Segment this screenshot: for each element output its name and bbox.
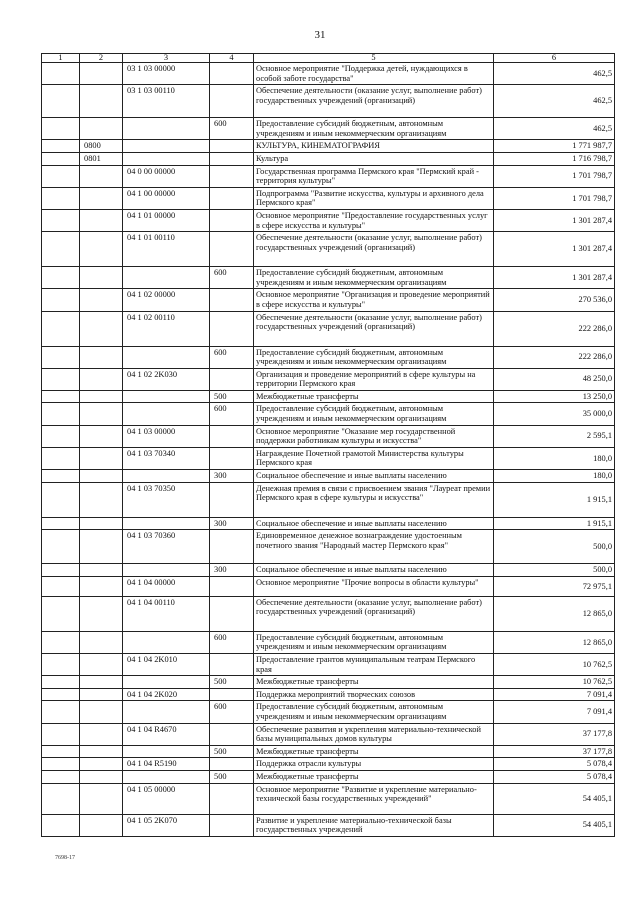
amount: 1 915,1 [494, 482, 615, 517]
section-code [42, 209, 80, 231]
section-code [42, 654, 80, 676]
subsection-code [80, 654, 123, 676]
column-number: 1 [42, 54, 80, 63]
target-article-code: 04 1 02 00000 [123, 289, 210, 311]
amount: 72 975,1 [494, 576, 615, 596]
expense-type-code [210, 576, 254, 596]
target-article-code [123, 631, 210, 653]
target-article-code [123, 564, 210, 577]
amount: 10 762,5 [494, 654, 615, 676]
section-code [42, 311, 80, 346]
target-article-code: 03 1 03 00110 [123, 85, 210, 118]
subsection-code [80, 482, 123, 517]
amount: 54 405,1 [494, 783, 615, 814]
table-row [42, 390, 615, 403]
subsection-code [80, 63, 123, 85]
target-article-code: 04 1 00 00000 [123, 187, 210, 209]
target-article-code: 04 1 04 R5190 [123, 758, 210, 771]
subsection-code [80, 576, 123, 596]
amount: 500,0 [494, 530, 615, 564]
table-row [42, 530, 615, 564]
item-description: Межбюджетные трансферты [254, 390, 494, 403]
column-number: 2 [80, 54, 123, 63]
expense-type-code [210, 783, 254, 814]
expense-type-code [210, 187, 254, 209]
item-description: Предоставление субсидий бюджетным, автономным учреждениям и иным некоммерческим организациям [254, 267, 494, 289]
table-row [42, 267, 615, 289]
column-number-row [42, 54, 615, 63]
target-article-code [123, 267, 210, 289]
column-number: 4 [210, 54, 254, 63]
section-code [42, 758, 80, 771]
subsection-code [80, 346, 123, 368]
subsection-code [80, 209, 123, 231]
expense-type-code: 500 [210, 770, 254, 783]
table-row [42, 783, 615, 814]
item-description: Предоставление грантов муниципальным театрам Пермского края [254, 654, 494, 676]
target-article-code: 04 1 04 00110 [123, 596, 210, 631]
table-row [42, 564, 615, 577]
table-row [42, 140, 615, 153]
section-code [42, 267, 80, 289]
item-description: Поддержка отрасли культуры [254, 758, 494, 771]
item-description: Основное мероприятие "Оказание мер государственной поддержки работникам культуры и искусства" [254, 425, 494, 447]
amount: 7 091,4 [494, 701, 615, 723]
expense-type-code [210, 209, 254, 231]
target-article-code [123, 770, 210, 783]
table-row [42, 165, 615, 187]
table-row [42, 576, 615, 596]
column-number: 3 [123, 54, 210, 63]
table-row [42, 701, 615, 723]
item-description: Социальное обеспечение и иные выплаты населению [254, 564, 494, 577]
subsection-code [80, 447, 123, 469]
table-row [42, 814, 615, 836]
amount: 462,5 [494, 63, 615, 85]
item-description: Подпрограмма "Развитие искусства, культуры и архивного дела Пермского края" [254, 187, 494, 209]
section-code [42, 814, 80, 836]
expense-type-code: 600 [210, 403, 254, 425]
amount: 10 762,5 [494, 676, 615, 689]
budget-table [41, 53, 615, 837]
section-code [42, 390, 80, 403]
table-row [42, 745, 615, 758]
item-description: Предоставление субсидий бюджетным, автономным учреждениям и иным некоммерческим организациям [254, 631, 494, 653]
section-code [42, 745, 80, 758]
amount: 1 716 798,7 [494, 152, 615, 165]
section-code [42, 85, 80, 118]
expense-type-code [210, 654, 254, 676]
expense-type-code [210, 688, 254, 701]
table-row [42, 723, 615, 745]
target-article-code [123, 346, 210, 368]
amount: 1 701 798,7 [494, 165, 615, 187]
target-article-code: 04 1 03 70350 [123, 482, 210, 517]
subsection-code [80, 564, 123, 577]
table-row [42, 631, 615, 653]
table-row [42, 596, 615, 631]
section-code [42, 530, 80, 564]
expense-type-code [210, 232, 254, 267]
target-article-code: 04 1 02 2K030 [123, 368, 210, 390]
target-article-code: 04 1 01 00110 [123, 232, 210, 267]
target-article-code [123, 517, 210, 530]
expense-type-code [210, 758, 254, 771]
target-article-code: 04 1 03 00000 [123, 425, 210, 447]
subsection-code [80, 187, 123, 209]
table-row [42, 368, 615, 390]
expense-type-code [210, 63, 254, 85]
expense-type-code [210, 814, 254, 836]
item-description: Обеспечение деятельности (оказание услуг, выполнение работ) государственных учреждений (организаций) [254, 311, 494, 346]
item-description: Денежная премия в связи с присвоением звания "Лауреат премии Пермского края в сфере культуры и искусства" [254, 482, 494, 517]
subsection-code [80, 267, 123, 289]
table-row [42, 447, 615, 469]
table-row [42, 232, 615, 267]
expense-type-code: 500 [210, 745, 254, 758]
target-article-code: 04 0 00 00000 [123, 165, 210, 187]
expense-type-code [210, 165, 254, 187]
subsection-code: 0800 [80, 140, 123, 153]
section-code [42, 631, 80, 653]
expense-type-code [210, 447, 254, 469]
amount: 1 771 987,7 [494, 140, 615, 153]
item-description: Предоставление субсидий бюджетным, автономным учреждениям и иным некоммерческим организациям [254, 701, 494, 723]
expense-type-code: 500 [210, 676, 254, 689]
amount: 222 286,0 [494, 346, 615, 368]
amount: 180,0 [494, 447, 615, 469]
table-row [42, 654, 615, 676]
item-description: Межбюджетные трансферты [254, 676, 494, 689]
section-code [42, 425, 80, 447]
item-description: Предоставление субсидий бюджетным, автономным учреждениям и иным некоммерческим организациям [254, 346, 494, 368]
item-description: Социальное обеспечение и иные выплаты населению [254, 470, 494, 483]
table-row [42, 85, 615, 118]
section-code [42, 289, 80, 311]
subsection-code [80, 631, 123, 653]
target-article-code [123, 152, 210, 165]
section-code [42, 63, 80, 85]
amount: 12 865,0 [494, 631, 615, 653]
subsection-code [80, 289, 123, 311]
column-number: 5 [254, 54, 494, 63]
amount: 5 078,4 [494, 758, 615, 771]
table-row [42, 187, 615, 209]
target-article-code [123, 118, 210, 140]
item-description: Основное мероприятие "Поддержка детей, нуждающихся в особой заботе государства" [254, 63, 494, 85]
expense-type-code: 300 [210, 470, 254, 483]
amount: 2 595,1 [494, 425, 615, 447]
table-row [42, 482, 615, 517]
table-row [42, 118, 615, 140]
item-description: Поддержка мероприятий творческих союзов [254, 688, 494, 701]
section-code [42, 576, 80, 596]
item-description: Культура [254, 152, 494, 165]
target-article-code [123, 403, 210, 425]
amount: 35 000,0 [494, 403, 615, 425]
expense-type-code [210, 85, 254, 118]
section-code [42, 688, 80, 701]
amount: 1 301 287,4 [494, 232, 615, 267]
target-article-code: 04 1 03 70360 [123, 530, 210, 564]
subsection-code [80, 368, 123, 390]
amount: 5 078,4 [494, 770, 615, 783]
subsection-code [80, 770, 123, 783]
amount: 1 301 287,4 [494, 209, 615, 231]
amount: 7 091,4 [494, 688, 615, 701]
item-description: Основное мероприятие "Развитие и укрепление материально-технической базы государственных учреждений" [254, 783, 494, 814]
section-code [42, 232, 80, 267]
amount: 37 177,8 [494, 745, 615, 758]
amount: 1 301 287,4 [494, 267, 615, 289]
item-description: Социальное обеспечение и иные выплаты населению [254, 517, 494, 530]
section-code [42, 770, 80, 783]
subsection-code [80, 723, 123, 745]
table-row [42, 770, 615, 783]
target-article-code: 04 1 04 00000 [123, 576, 210, 596]
amount: 54 405,1 [494, 814, 615, 836]
section-code [42, 701, 80, 723]
subsection-code [80, 470, 123, 483]
subsection-code [80, 85, 123, 118]
target-article-code [123, 676, 210, 689]
item-description: Основное мероприятие "Организация и проведение мероприятий в сфере искусства и культуры" [254, 289, 494, 311]
expense-type-code [210, 530, 254, 564]
expense-type-code [210, 140, 254, 153]
section-code [42, 564, 80, 577]
target-article-code: 04 1 01 00000 [123, 209, 210, 231]
subsection-code [80, 688, 123, 701]
table-row [42, 517, 615, 530]
section-code [42, 596, 80, 631]
table-row [42, 346, 615, 368]
subsection-code [80, 676, 123, 689]
item-description: Обеспечение деятельности (оказание услуг, выполнение работ) государственных учреждений (организаций) [254, 85, 494, 118]
subsection-code [80, 232, 123, 267]
item-description: Обеспечение деятельности (оказание услуг, выполнение работ) государственных учреждений (организаций) [254, 232, 494, 267]
amount: 13 250,0 [494, 390, 615, 403]
item-description: Межбюджетные трансферты [254, 745, 494, 758]
amount: 1 701 798,7 [494, 187, 615, 209]
target-article-code [123, 745, 210, 758]
footer-code: 7698-17 [55, 855, 75, 861]
expense-type-code: 600 [210, 346, 254, 368]
section-code [42, 403, 80, 425]
target-article-code [123, 140, 210, 153]
amount: 1 915,1 [494, 517, 615, 530]
table-row [42, 688, 615, 701]
expense-type-code: 600 [210, 631, 254, 653]
amount: 37 177,8 [494, 723, 615, 745]
amount: 462,5 [494, 85, 615, 118]
expense-type-code [210, 596, 254, 631]
amount: 500,0 [494, 564, 615, 577]
subsection-code [80, 118, 123, 140]
section-code [42, 118, 80, 140]
section-code [42, 676, 80, 689]
expense-type-code: 600 [210, 118, 254, 140]
table-row [42, 758, 615, 771]
expense-type-code [210, 368, 254, 390]
expense-type-code [210, 723, 254, 745]
subsection-code [80, 311, 123, 346]
item-description: Межбюджетные трансферты [254, 770, 494, 783]
target-article-code: 04 1 04 2K020 [123, 688, 210, 701]
target-article-code [123, 390, 210, 403]
target-article-code: 04 1 04 R4670 [123, 723, 210, 745]
table-row [42, 403, 615, 425]
subsection-code [80, 701, 123, 723]
expense-type-code: 300 [210, 564, 254, 577]
column-number: 6 [494, 54, 615, 63]
table-body [42, 63, 615, 837]
table-row [42, 152, 615, 165]
subsection-code [80, 783, 123, 814]
item-description: КУЛЬТУРА, КИНЕМАТОГРАФИЯ [254, 140, 494, 153]
section-code [42, 346, 80, 368]
table-row [42, 209, 615, 231]
subsection-code [80, 814, 123, 836]
section-code [42, 165, 80, 187]
expense-type-code [210, 152, 254, 165]
section-code [42, 152, 80, 165]
section-code [42, 470, 80, 483]
expense-type-code: 600 [210, 267, 254, 289]
target-article-code: 04 1 04 2K010 [123, 654, 210, 676]
section-code [42, 723, 80, 745]
item-description: Обеспечение деятельности (оказание услуг, выполнение работ) государственных учреждений (организаций) [254, 596, 494, 631]
table-row [42, 676, 615, 689]
expense-type-code [210, 311, 254, 346]
expense-type-code [210, 289, 254, 311]
subsection-code [80, 165, 123, 187]
subsection-code [80, 596, 123, 631]
subsection-code [80, 517, 123, 530]
item-description: Организация и проведение мероприятий в сфере культуры на территории Пермского края [254, 368, 494, 390]
section-code [42, 783, 80, 814]
amount: 48 250,0 [494, 368, 615, 390]
expense-type-code: 300 [210, 517, 254, 530]
subsection-code [80, 530, 123, 564]
expense-type-code: 600 [210, 701, 254, 723]
item-description: Государственная программа Пермского края "Пермский край - территория культуры" [254, 165, 494, 187]
amount: 180,0 [494, 470, 615, 483]
section-code [42, 482, 80, 517]
section-code [42, 140, 80, 153]
section-code [42, 187, 80, 209]
item-description: Награждение Почетной грамотой Министерства культуры Пермского края [254, 447, 494, 469]
subsection-code [80, 425, 123, 447]
expense-type-code [210, 425, 254, 447]
item-description: Предоставление субсидий бюджетным, автономным учреждениям и иным некоммерческим организациям [254, 118, 494, 140]
table-row [42, 470, 615, 483]
table-row [42, 289, 615, 311]
expense-type-code [210, 482, 254, 517]
item-description: Развитие и укрепление материально-технической базы государственных учреждений [254, 814, 494, 836]
subsection-code [80, 758, 123, 771]
item-description: Основное мероприятие "Предоставление государственных услуг в сфере искусства и культуры" [254, 209, 494, 231]
table-row [42, 63, 615, 85]
section-code [42, 517, 80, 530]
target-article-code: 04 1 02 00110 [123, 311, 210, 346]
target-article-code: 04 1 03 70340 [123, 447, 210, 469]
expense-type-code: 500 [210, 390, 254, 403]
section-code [42, 368, 80, 390]
amount: 270 536,0 [494, 289, 615, 311]
item-description: Основное мероприятие "Прочие вопросы в области культуры" [254, 576, 494, 596]
item-description: Предоставление субсидий бюджетным, автономным учреждениям и иным некоммерческим организациям [254, 403, 494, 425]
target-article-code: 03 1 03 00000 [123, 63, 210, 85]
subsection-code [80, 390, 123, 403]
amount: 222 286,0 [494, 311, 615, 346]
section-code [42, 447, 80, 469]
amount: 12 865,0 [494, 596, 615, 631]
item-description: Обеспечение развития и укрепления материально-технической базы муниципальных домов культуры [254, 723, 494, 745]
subsection-code: 0801 [80, 152, 123, 165]
target-article-code: 04 1 05 2K070 [123, 814, 210, 836]
page-number: 31 [314, 29, 326, 41]
table-row [42, 425, 615, 447]
target-article-code: 04 1 05 00000 [123, 783, 210, 814]
target-article-code [123, 701, 210, 723]
amount: 462,5 [494, 118, 615, 140]
item-description: Единовременное денежное вознаграждение удостоенным почетного звания "Народный мастер Пермского края" [254, 530, 494, 564]
target-article-code [123, 470, 210, 483]
table-row [42, 311, 615, 346]
subsection-code [80, 745, 123, 758]
subsection-code [80, 403, 123, 425]
